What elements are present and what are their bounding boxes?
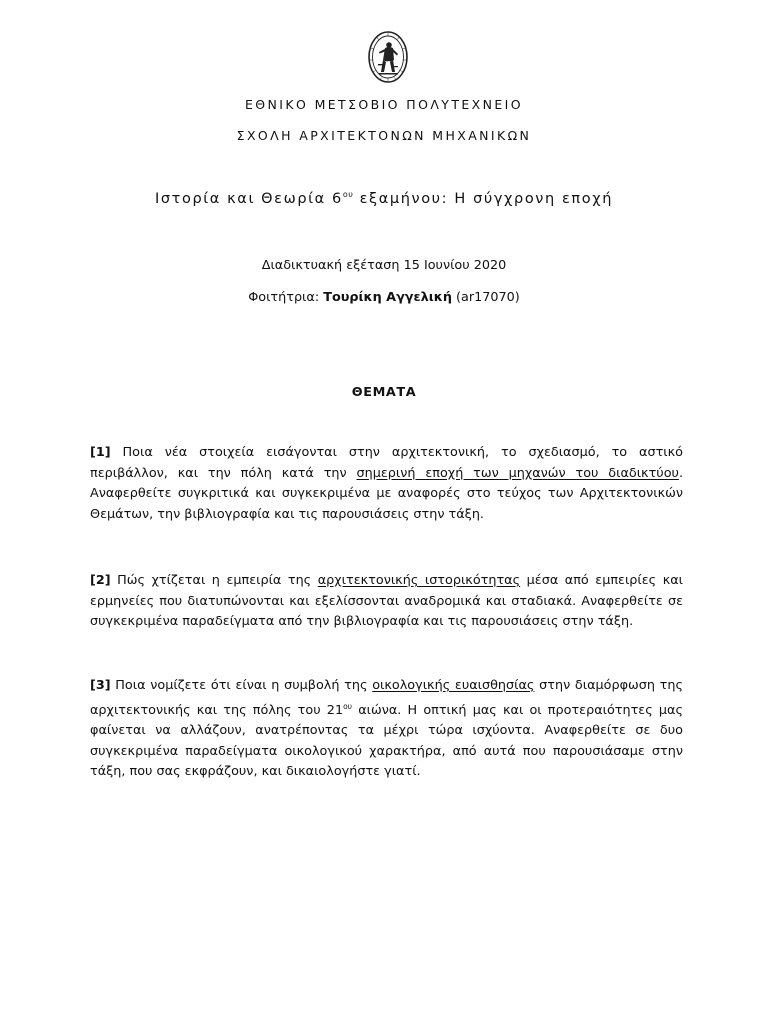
question-1 — [90, 443, 683, 525]
question-text: μέσα από εμπειρίες και ερμηνείες που διατυπώνονται και εξελίσσονται αναδρομικά και σταδιακά. Αναφερθείτε σε συγκεκριμένα παραδείγματα από την βιβλιογραφία και τις παρουσιάσεις στην τάξη. — [90, 573, 684, 629]
institution-name: ΕΘΝΙΚΟ ΜΕΤΣΟΒΙΟ ΠΟΛΥΤΕΧΝΕΙΟ — [244, 97, 523, 112]
student-name: Τουρίκη Αγγελική — [323, 290, 452, 305]
question-text: Ποια νέα στοιχεία εισάγονται στην αρχιτεκτονική, το σχεδιασμό, το αστικό περιβάλλον, και την πόλη κατά την — [90, 445, 683, 481]
course-title-rest: εξαμήνου: Η σύγχρονη εποχή — [353, 191, 613, 207]
course-title-superscript: ου — [342, 190, 354, 199]
exam-date-line: Διαδικτυακή εξέταση 15 Ιουνίου 2020 — [261, 258, 507, 273]
themes-heading: ΘΕΜΑΤΑ — [351, 385, 417, 400]
question-superscript: ου — [343, 701, 353, 711]
question-text: Πώς χτίζεται η εμπειρία της — [110, 573, 318, 588]
question-number: [2] — [90, 573, 111, 588]
student-label: Φοιτήτρια: — [248, 290, 324, 305]
student-line — [0, 290, 768, 305]
university-seal-icon — [367, 30, 409, 84]
question-number: [1] — [90, 445, 111, 460]
question-key-phrase: αρχιτεκτονικής ιστορικότητας — [317, 573, 521, 588]
question-text: στην διαμόρφωση της αρχιτεκτονικής και της πόλης του 21 — [90, 678, 684, 718]
question-3 — [90, 676, 683, 783]
question-number: [3] — [90, 678, 111, 693]
question-text: αιώνα. Η οπτική μας και οι προτεραιότητες μας φαίνεται να αλλάζουν, ανατρέποντας τα μέχρι τώρα ισχύοντα. Αναφερθείτε σε δυο συγκεκριμένα παραδείγματα οικολογικού χαρακτήρα, από αυτά που παρουσιάσαμε στην τάξη, που σας εκφράζουν, και δικαιολογήστε γιατί. — [90, 702, 684, 779]
question-key-phrase: σημερινή εποχή των μηχανών του διαδικτύου — [356, 465, 679, 481]
question-2 — [90, 571, 683, 633]
course-title — [0, 190, 768, 207]
school-name: ΣΧΟΛΗ ΑΡΧΙΤΕΚΤΟΝΩΝ ΜΗΧΑΝΙΚΩΝ — [236, 128, 532, 143]
question-key-phrase: οικολογικής ευαισθησίας — [372, 678, 535, 693]
question-text: Ποια νομίζετε ότι είναι η συμβολή της — [110, 678, 373, 693]
student-id: (ar17070) — [451, 290, 520, 305]
course-title-main: Ιστορία και Θεωρία 6 — [155, 191, 343, 207]
question-text: . Αναφερθείτε συγκριτικά και συγκεκριμένα με αναφορές στο τεύχος των Αρχιτεκτονικών Θεμάτων, την βιβλιογραφία και τις παρουσιάσεις στην τάξη. — [90, 465, 684, 522]
